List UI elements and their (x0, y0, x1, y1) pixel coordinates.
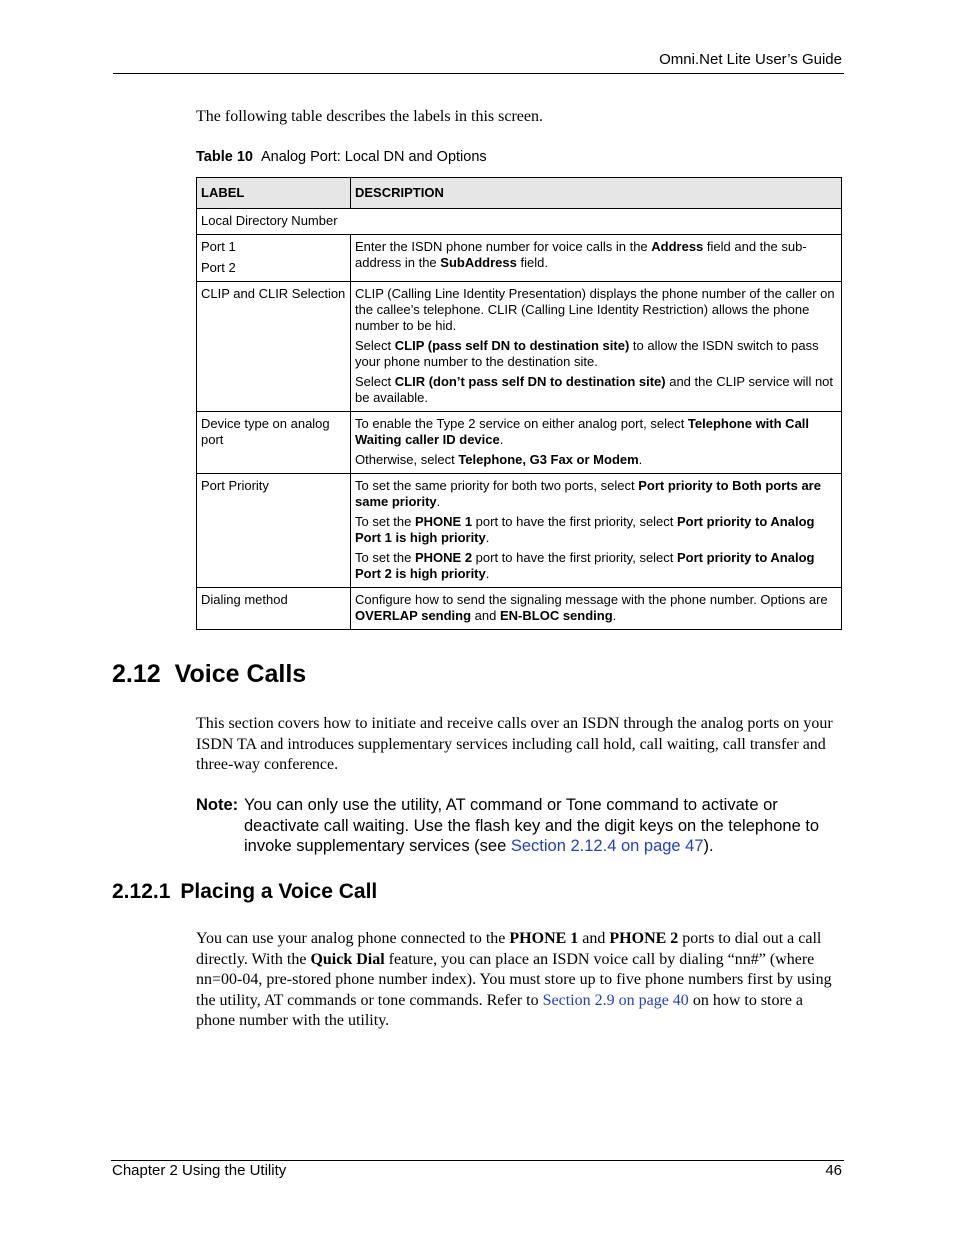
subsection-heading (112, 880, 377, 904)
desc-bold-term: Port priority to Analog Port 1 is high priority (355, 514, 815, 545)
desc-text: and the CLIP service will not be available. (355, 374, 834, 405)
label-line: Port 1 (201, 239, 236, 254)
text-bold: PHONE 2 (609, 930, 679, 947)
note-text: You can only use the utility, AT command or Tone command to activate or deactivate call waiting. Use the flash key and the digit keys on the telephone to invoke supplementary services (see (244, 796, 820, 855)
note-text-end: ). (703, 837, 714, 855)
desc-paragraph (355, 550, 837, 582)
note-section-link[interactable]: Section 2.12.4 on page 47 (510, 837, 704, 855)
table-number: Table 10 (196, 149, 253, 165)
desc-text: . (485, 530, 490, 545)
desc-bold-term: Port priority to Both ports are same priority (355, 478, 821, 509)
desc-text: port to have the first priority, select (472, 514, 678, 529)
desc-bold-term: SubAddress (440, 255, 517, 270)
label-cell: Dialing method (197, 588, 351, 630)
desc-bold-term: Telephone with Call Waiting caller ID device (355, 416, 810, 447)
desc-bold-term: CLIP (pass self DN to destination site) (394, 338, 630, 353)
desc-bold-term: Telephone, G3 Fax or Modem (458, 452, 639, 467)
label-cell (197, 235, 351, 282)
text-run: on how to store a phone number with the utility. (196, 991, 804, 1029)
desc-text: Otherwise, select (355, 452, 459, 467)
desc-bold-term: Port priority to Analog Port 2 is high priority (355, 550, 815, 581)
desc-paragraph (355, 374, 837, 406)
desc-text: Select (355, 338, 395, 353)
section-heading (112, 660, 306, 689)
desc-text: to allow the ISDN switch to pass your phone number to the destination site. (355, 338, 819, 369)
desc-cell (351, 412, 842, 474)
desc-bold-term: Address (651, 239, 704, 254)
col-header-description: DESCRIPTION (351, 178, 842, 209)
label-cell: Device type on analog port (197, 412, 351, 474)
desc-text: CLIP (Calling Line Identity Presentation) displays the phone number of the caller on the callee’s telephone. CLIR (Calling Line Identity Restriction) allows the phone number to be hid. (355, 286, 835, 333)
table-caption (196, 149, 487, 165)
text-run: and (578, 930, 610, 947)
footer-rule (111, 1160, 844, 1161)
table-row (197, 412, 842, 474)
desc-text: . (436, 494, 441, 509)
col-header-label: LABEL (197, 178, 351, 209)
desc-text: . (499, 432, 504, 447)
text-bold: Quick Dial (310, 950, 385, 968)
subsection-title: Placing a Voice Call (180, 880, 378, 903)
table-row (197, 474, 842, 588)
desc-bold-term: CLIR (don’t pass self DN to destination site) (394, 374, 666, 389)
desc-text: To set the (355, 514, 415, 529)
text-run: ports to dial out a call directly. With the (196, 930, 822, 968)
desc-paragraph (355, 514, 837, 546)
desc-bold-term: PHONE 1 (414, 514, 473, 529)
desc-text: . (485, 566, 490, 581)
desc-cell (351, 588, 842, 630)
desc-text: To enable the Type 2 service on either analog port, select (355, 416, 688, 431)
note-label: Note: (196, 796, 239, 814)
desc-paragraph (355, 452, 837, 468)
label-cell: CLIP and CLIR Selection (197, 282, 351, 412)
section-2-9-link[interactable]: Section 2.9 on page 40 (542, 991, 689, 1009)
text-bold: PHONE 1 (509, 930, 579, 947)
desc-cell (351, 474, 842, 588)
text-run: You can use your analog phone connected to the (196, 930, 510, 947)
desc-paragraph (355, 239, 837, 271)
footer-chapter: Chapter 2 Using the Utility (112, 1162, 287, 1179)
note-block (196, 795, 844, 857)
desc-text: To set the same priority for both two ports, select (355, 478, 639, 493)
desc-text: Select (355, 374, 395, 389)
desc-text: . (638, 452, 643, 467)
desc-text: field and the sub-address in the (355, 239, 807, 270)
desc-bold-term: OVERLAP sending (355, 608, 472, 623)
note-body (244, 795, 844, 857)
running-header: Omni.Net Lite User’s Guide (659, 51, 842, 68)
desc-text: field. (516, 255, 548, 270)
table-header-row (197, 178, 842, 209)
subsection-paragraph (196, 929, 846, 1032)
table-row (197, 282, 842, 412)
intro-paragraph: The following table describes the labels in this screen. (196, 108, 544, 125)
desc-paragraph (355, 286, 837, 334)
desc-bold-term: PHONE 2 (414, 550, 473, 565)
desc-text: Configure how to send the signaling message with the phone number. Options are (355, 592, 828, 607)
desc-paragraph (355, 478, 837, 510)
table-row (197, 235, 842, 282)
desc-text: and (471, 608, 500, 623)
desc-text: Enter the ISDN phone number for voice calls in the (355, 239, 652, 254)
label-line: Port 2 (201, 260, 236, 275)
section-row-cell: Local Directory Number (197, 209, 842, 235)
labels-table (196, 177, 842, 630)
page-number: 46 (825, 1162, 842, 1179)
section-number: 2.12 (112, 660, 161, 688)
desc-paragraph (355, 592, 837, 624)
table-title: Analog Port: Local DN and Options (260, 149, 487, 165)
desc-paragraph (355, 416, 837, 448)
desc-cell (351, 282, 842, 412)
desc-paragraph (355, 338, 837, 370)
table-row (197, 588, 842, 630)
desc-text: . (612, 608, 617, 623)
desc-bold-term: EN-BLOC sending (499, 608, 613, 623)
header-rule (113, 73, 844, 74)
table-section-row (197, 209, 842, 235)
section-paragraph: This section covers how to initiate and receive calls over an ISDN through the analog ports on your ISDN TA and introduces supplementary services including call hold, call waiting, call transfer and three-way conference. (196, 715, 833, 773)
desc-text: port to have the first priority, select (472, 550, 678, 565)
text-run: feature, you can place an ISDN voice call by dialing “nn#” (where nn=00-04, pre-stored phone number index). You must store up to five phone numbers first by using the utility, AT commands or tone commands. Refer to (196, 950, 832, 1009)
subsection-number: 2.12.1 (112, 880, 171, 903)
label-cell: Port Priority (197, 474, 351, 588)
section-title: Voice Calls (174, 660, 307, 688)
desc-cell (351, 235, 842, 282)
desc-text: To set the (355, 550, 415, 565)
